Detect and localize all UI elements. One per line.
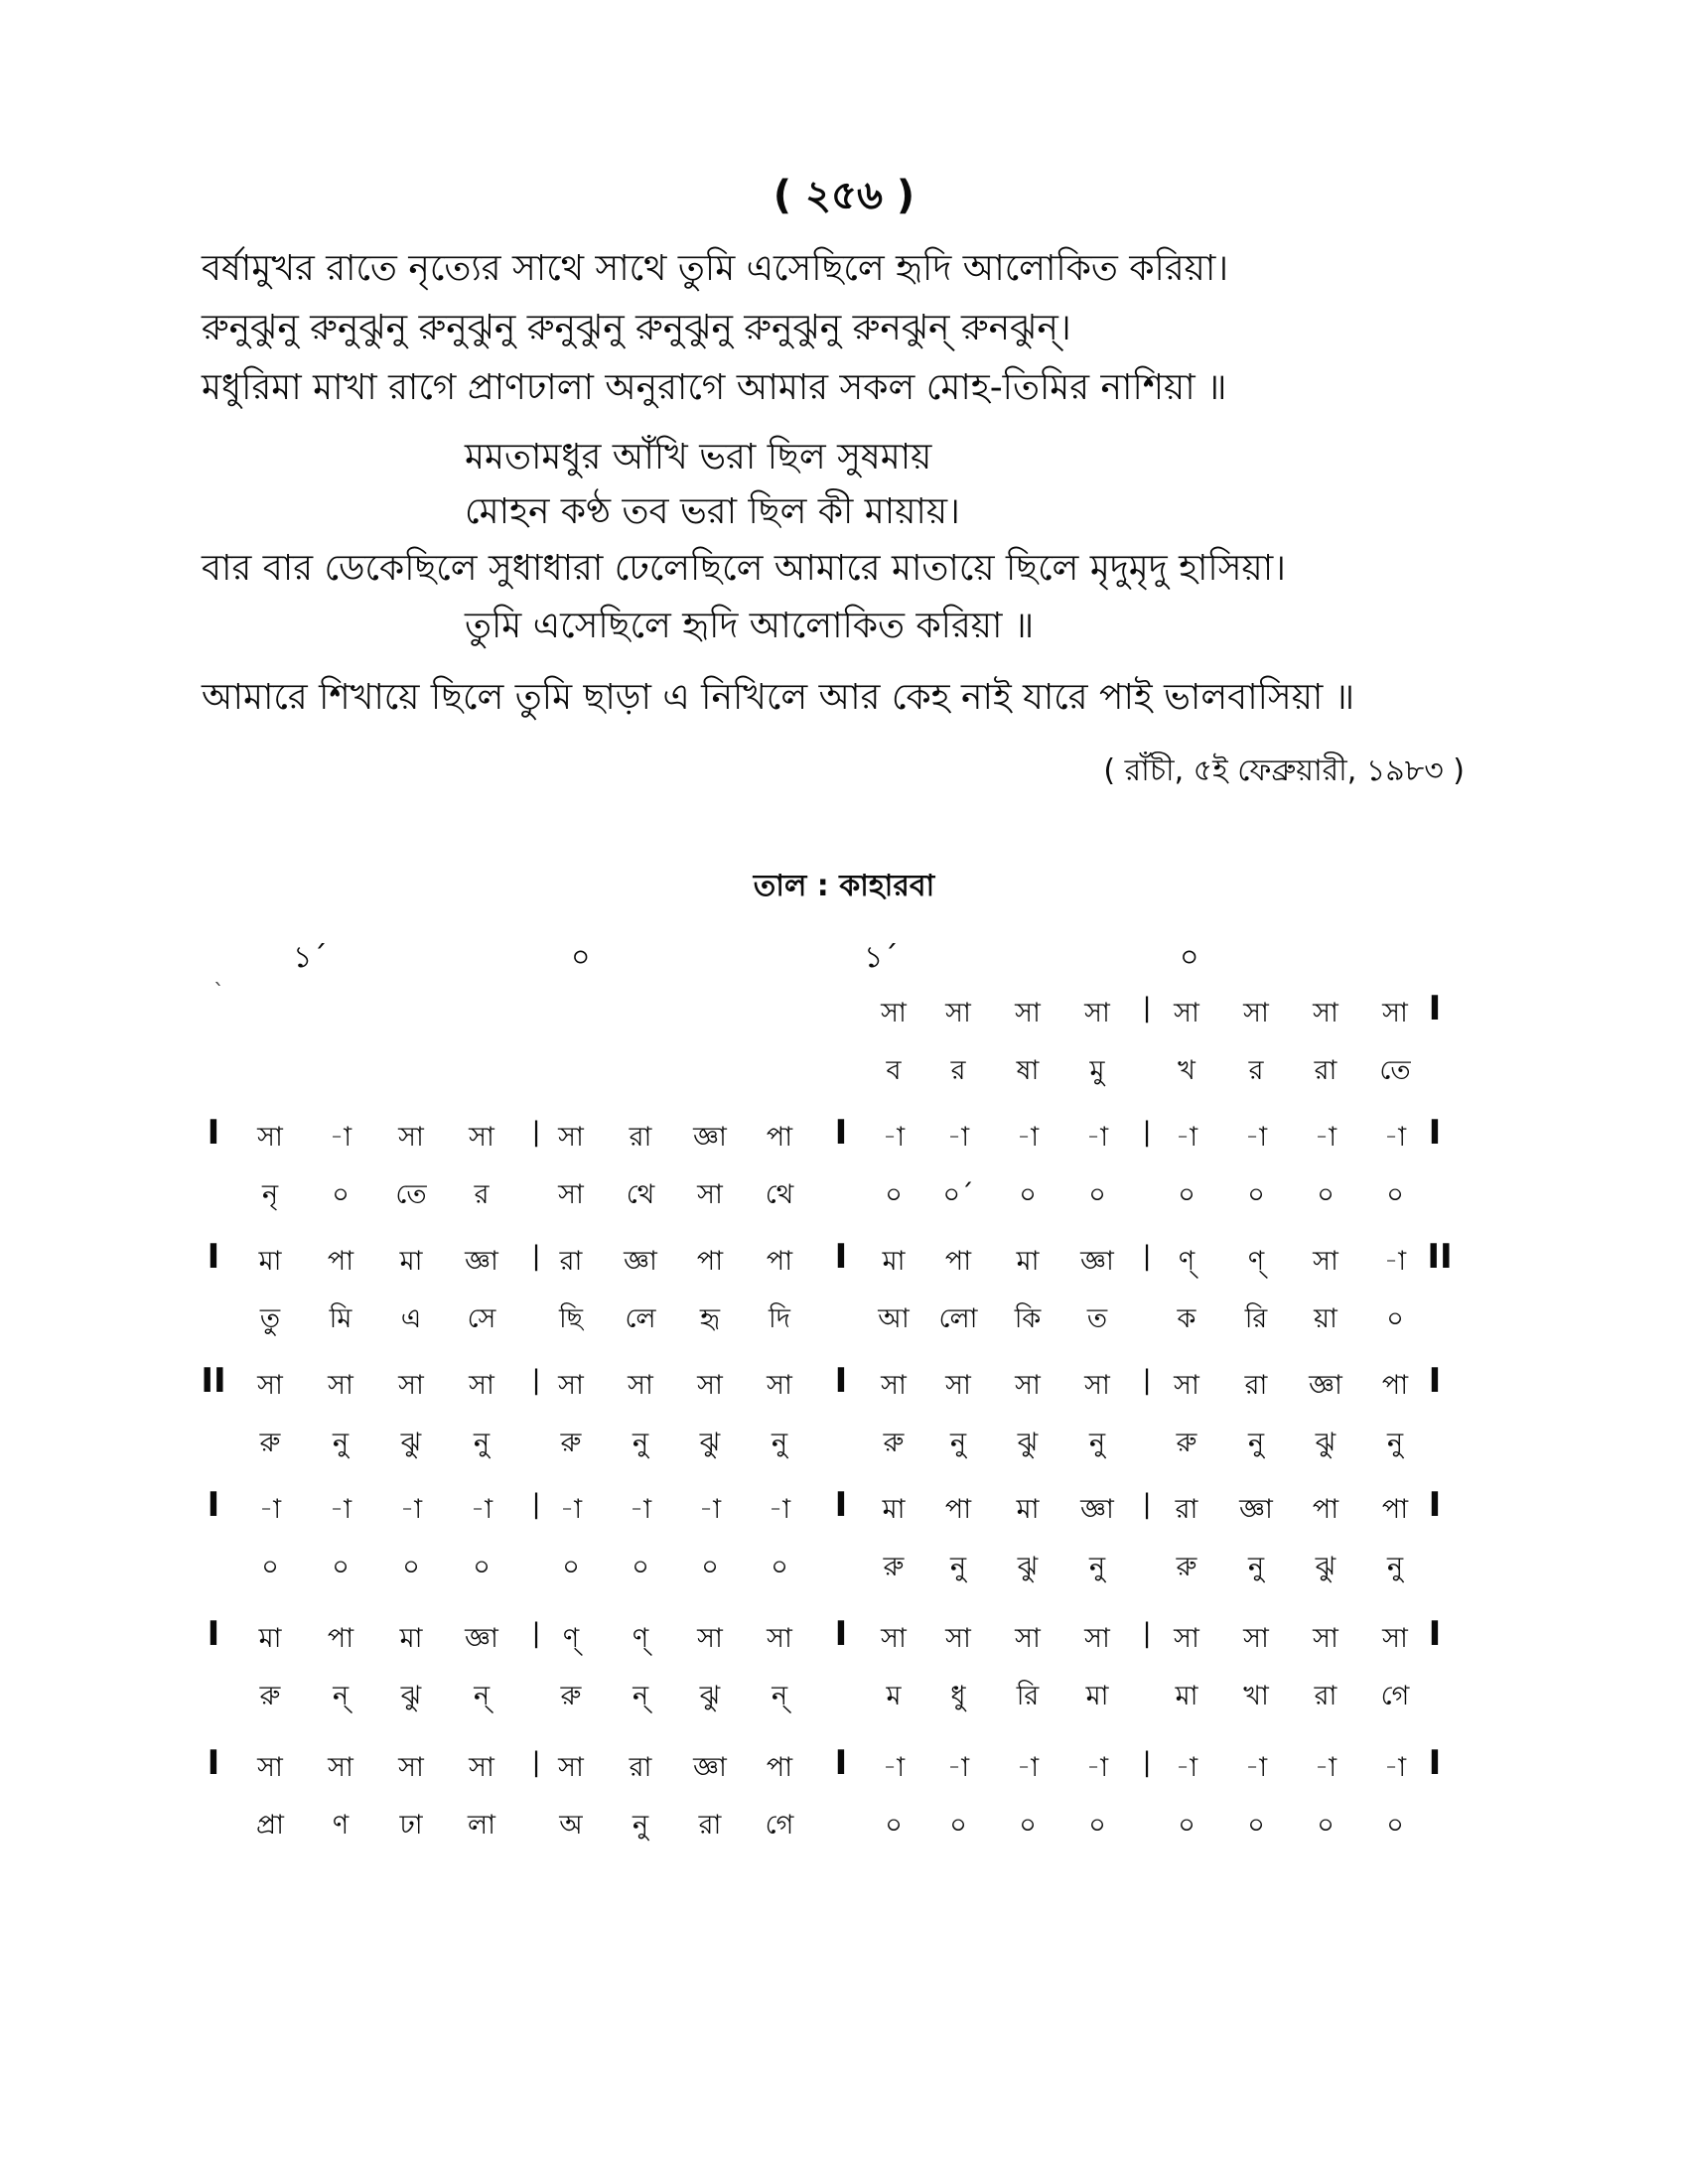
lyric-syllable: ঝু — [1315, 1552, 1336, 1582]
lyric-syllable: ০ — [949, 1810, 967, 1841]
swara-note: -া — [1085, 1752, 1109, 1783]
lyric-syllable: রু — [259, 1428, 281, 1458]
swara-note: সা — [945, 1623, 971, 1654]
beat-divider: | — [1142, 1241, 1152, 1272]
lyric-syllable: নু — [332, 1428, 350, 1458]
bar-line-start: II — [201, 1361, 226, 1401]
swara-note: -া — [1314, 1752, 1337, 1783]
lyric-syllable: নু — [949, 1552, 967, 1582]
lyric-syllable: রা — [1314, 1681, 1337, 1711]
lyric-syllable: ০ — [885, 1810, 903, 1841]
swara-note: সা — [558, 1752, 584, 1783]
bar-line-start: I — [207, 1237, 220, 1277]
lyric-line: বার বার ডেকেছিলে সুধাধারা ঢেলেছিলে আমারে মাতায়ে ছিলে মৃদুমৃদু হাসিয়া। — [202, 548, 1287, 589]
swara-note: জ্ঞা — [1080, 1246, 1114, 1277]
lyric-syllable: গে — [1380, 1681, 1410, 1711]
lyric-syllable: ধু — [950, 1681, 966, 1711]
lyric-syllable: গে — [765, 1810, 794, 1841]
swara-note: -া — [1244, 1752, 1268, 1783]
swara-note: মা — [258, 1623, 282, 1654]
swara-note: পা — [766, 1752, 793, 1783]
lyric-syllable: ০ — [1088, 1810, 1106, 1841]
lyric-syllable: ০ — [632, 1552, 649, 1582]
lyric-syllable: ন্ — [332, 1681, 350, 1711]
lyric-syllable: থে — [765, 1179, 794, 1210]
swara-note: -া — [882, 1752, 906, 1783]
swara-note: জ্ঞা — [1080, 1494, 1114, 1525]
lyric-syllable: ০ — [261, 1552, 279, 1582]
lyric-syllable: দি — [769, 1303, 790, 1334]
tala-heading: তাল : কাহারবা — [753, 869, 935, 903]
lyric-line: আমারে শিখায়ে ছিলে তুমি ছাড়া এ নিখিলে আর কেহ নাই যারে পাই ভালবাসিয়া ॥ — [202, 677, 1355, 718]
swara-note: সা — [1084, 1370, 1110, 1401]
bar-line-mid: I — [834, 1614, 848, 1654]
swara-note: জ্ঞা — [465, 1623, 498, 1654]
swara-note: ণ্ — [1247, 1246, 1265, 1277]
bar-line-mid: I — [834, 1743, 848, 1783]
swara-note: পা — [944, 1246, 972, 1277]
swara-note: সা — [1174, 1623, 1199, 1654]
lyric-syllable: ০ — [1247, 1179, 1265, 1210]
lyric-line: রুনুঝুনু রুনুঝুনু রুনুঝুনু রুনুঝুনু রুনুঝুনু রুনুঝুনু রুনঝুন্ রুনঝুন্। — [202, 308, 1071, 348]
lyric-syllable: রু — [883, 1428, 905, 1458]
swara-note: ণ্ — [562, 1623, 580, 1654]
lyric-syllable: ত — [1086, 1303, 1108, 1334]
lyric-syllable: ঝু — [699, 1681, 721, 1711]
lyric-syllable: ০ — [885, 1179, 903, 1210]
stray-mark: ˋ — [213, 981, 224, 1006]
swara-note: -া — [470, 1494, 493, 1525]
lyric-syllable: সে — [467, 1303, 496, 1334]
swara-note: পা — [327, 1623, 354, 1654]
lyric-syllable: ম — [886, 1681, 902, 1711]
swara-note: -া — [399, 1494, 423, 1525]
swara-note: -া — [1314, 1122, 1337, 1153]
lyric-syllable: খা — [1243, 1681, 1269, 1711]
lyric-syllable: ০ — [1386, 1179, 1404, 1210]
lyric-syllable: হৃ — [699, 1303, 721, 1334]
lyric-syllable: রা — [1314, 1055, 1337, 1086]
lyric-syllable: সা — [697, 1179, 723, 1210]
lyric-syllable: ০ — [562, 1552, 580, 1582]
swara-note: সা — [767, 1370, 792, 1401]
beat-divider: | — [1142, 1618, 1152, 1649]
bar-line-end: I — [1428, 1743, 1442, 1783]
swara-note: -া — [329, 1122, 352, 1153]
lyric-syllable: মু — [1089, 1055, 1105, 1086]
lyric-syllable: তে — [1379, 1055, 1411, 1086]
lyric-syllable: রু — [1176, 1428, 1197, 1458]
swara-note: সা — [1174, 1370, 1199, 1401]
swara-note: -া — [768, 1494, 791, 1525]
lyric-syllable: প্রা — [256, 1810, 284, 1841]
swara-note: সা — [328, 1370, 353, 1401]
lyric-syllable: নু — [1247, 1552, 1265, 1582]
swara-note: -া — [1244, 1122, 1268, 1153]
swara-note: সা — [469, 1370, 494, 1401]
beat-mark: ০ — [571, 940, 591, 975]
bar-line-start: I — [207, 1485, 220, 1525]
swara-note: পা — [1381, 1494, 1409, 1525]
beat-mark: ১´ — [293, 940, 328, 975]
lyric-syllable: রু — [259, 1681, 281, 1711]
swara-note: সা — [1313, 1246, 1338, 1277]
swara-note: সা — [469, 1752, 494, 1783]
lyric-syllable: নু — [632, 1428, 649, 1458]
lyric-syllable: নৃ — [261, 1179, 279, 1210]
beat-divider: | — [1142, 1365, 1152, 1396]
swara-note: সা — [398, 1752, 424, 1783]
swara-note: জ্ঞা — [624, 1246, 657, 1277]
swara-note: সা — [1243, 1623, 1269, 1654]
beat-divider: | — [1142, 1489, 1152, 1520]
lyric-syllable: সা — [558, 1179, 584, 1210]
lyric-syllable: রু — [883, 1552, 905, 1582]
lyric-syllable: ন্ — [771, 1681, 788, 1711]
swara-note: মা — [399, 1246, 423, 1277]
lyric-syllable: নু — [632, 1810, 649, 1841]
lyric-syllable: ষা — [1016, 1055, 1040, 1086]
swara-note: সা — [1084, 998, 1110, 1028]
swara-note: জ্ঞা — [1239, 1494, 1273, 1525]
lyric-syllable: রা — [698, 1810, 722, 1841]
lyric-syllable: ০ — [1019, 1810, 1037, 1841]
lyric-syllable: ণ — [332, 1810, 350, 1841]
swara-note: সা — [697, 1370, 723, 1401]
swara-note: সা — [469, 1122, 494, 1153]
lyric-syllable: র — [474, 1179, 490, 1210]
lyric-syllable: রি — [1016, 1681, 1040, 1711]
lyric-syllable: য়া — [1314, 1303, 1337, 1334]
lyric-syllable: ঝু — [1017, 1552, 1039, 1582]
bar-line-end: I — [1428, 1614, 1442, 1654]
lyric-syllable: মা — [1085, 1681, 1109, 1711]
swara-note: -া — [1383, 1752, 1407, 1783]
beat-divider: | — [531, 1241, 541, 1272]
lyric-syllable: ০ — [1386, 1810, 1404, 1841]
swara-note: -া — [1085, 1122, 1109, 1153]
lyric-syllable: কি — [1014, 1303, 1042, 1334]
lyric-syllable: লে — [625, 1303, 656, 1334]
lyric-syllable: ঢা — [399, 1810, 423, 1841]
swara-note: সা — [1015, 998, 1041, 1028]
swara-note: মা — [258, 1246, 282, 1277]
swara-note: সা — [257, 1122, 283, 1153]
lyric-syllable: খ — [1178, 1055, 1196, 1086]
lyric-syllable: নু — [1088, 1552, 1106, 1582]
swara-note: পা — [1312, 1494, 1339, 1525]
lyric-syllable: ০ — [402, 1552, 420, 1582]
lyric-syllable: এ — [400, 1303, 422, 1334]
beat-divider: | — [531, 1365, 541, 1396]
lyric-syllable: ০ — [1019, 1179, 1037, 1210]
swara-note: সা — [257, 1752, 283, 1783]
swara-note: সা — [628, 1370, 653, 1401]
swara-note: -া — [1175, 1122, 1198, 1153]
lyric-syllable: নু — [771, 1428, 788, 1458]
swara-note: মা — [882, 1246, 906, 1277]
swara-note: -া — [946, 1752, 970, 1783]
beat-mark: ০ — [1180, 940, 1199, 975]
lyric-syllable: ০ — [701, 1552, 719, 1582]
swara-note: -া — [946, 1122, 970, 1153]
lyric-syllable: লা — [468, 1810, 495, 1841]
swara-note: জ্ঞা — [1309, 1370, 1342, 1401]
lyric-syllable: ০ — [1386, 1303, 1404, 1334]
swara-note: সা — [1243, 998, 1269, 1028]
lyric-syllable: ০´ — [942, 1179, 974, 1210]
beat-mark: ১´ — [864, 940, 899, 975]
bar-line-mid: I — [834, 1485, 848, 1525]
lyric-syllable: ঝু — [699, 1428, 721, 1458]
swara-note: সা — [398, 1122, 424, 1153]
swara-note: পা — [1381, 1370, 1409, 1401]
lyric-syllable: ঝু — [400, 1681, 422, 1711]
lyric-line: মমতামধুর আঁখি ভরা ছিল সুষমায় — [465, 437, 932, 478]
swara-note: সা — [767, 1623, 792, 1654]
swara-note: -া — [1175, 1752, 1198, 1783]
lyric-syllable: মি — [329, 1303, 352, 1334]
lyric-syllable: আ — [878, 1303, 910, 1334]
bar-line-start: I — [207, 1614, 220, 1654]
lyric-syllable: ০ — [473, 1552, 491, 1582]
lyric-syllable: ০ — [332, 1552, 350, 1582]
lyric-syllable: তু — [259, 1303, 281, 1334]
swara-note: সা — [558, 1370, 584, 1401]
swara-note: পা — [944, 1494, 972, 1525]
lyric-syllable: র — [1248, 1055, 1264, 1086]
swara-note: সা — [328, 1752, 353, 1783]
lyric-syllable: রু — [560, 1428, 582, 1458]
swara-note: রা — [1175, 1494, 1198, 1525]
swara-note: ণ্ — [1178, 1246, 1196, 1277]
swara-note: সা — [1313, 998, 1338, 1028]
lyric-syllable: ছি — [558, 1303, 584, 1334]
lyric-syllable: থে — [626, 1179, 655, 1210]
bar-line-mid: I — [834, 1237, 848, 1277]
beat-divider: | — [531, 1618, 541, 1649]
swara-note: সা — [1174, 998, 1199, 1028]
swara-note: সা — [881, 1623, 907, 1654]
swara-note: পা — [766, 1246, 793, 1277]
lyric-syllable: ঝু — [1017, 1428, 1039, 1458]
lyric-line: মধুরিমা মাখা রাগে প্রাণঢালা অনুরাগে আমার সকল মোহ-তিমির নাশিয়া ॥ — [202, 367, 1227, 408]
lyric-syllable: নু — [473, 1428, 491, 1458]
swara-note: রা — [629, 1752, 652, 1783]
swara-note: সা — [1382, 998, 1408, 1028]
lyric-syllable: ব — [886, 1055, 902, 1086]
lyric-syllable: ০ — [1178, 1179, 1196, 1210]
lyric-line: তুমি এসেছিলে হৃদি আলোকিত করিয়া ॥ — [465, 606, 1035, 646]
beat-divider: | — [531, 1747, 541, 1778]
swara-note: সা — [1015, 1370, 1041, 1401]
date-place-line: ( রাঁচী, ৫ই ফেব্রুয়ারী, ১৯৮৩ ) — [1103, 753, 1465, 788]
lyric-syllable: নু — [949, 1428, 967, 1458]
swara-note: -া — [258, 1494, 282, 1525]
swara-note: মা — [882, 1494, 906, 1525]
swara-note: সা — [257, 1370, 283, 1401]
lyric-syllable: ন্ — [473, 1681, 491, 1711]
swara-note: মা — [1016, 1494, 1040, 1525]
page-number: ( ২৫৬ ) — [773, 173, 915, 218]
swara-note: সা — [398, 1370, 424, 1401]
swara-note: মা — [399, 1623, 423, 1654]
swara-note: -া — [629, 1494, 652, 1525]
swara-note: রা — [1244, 1370, 1268, 1401]
swara-note: ণ্ — [632, 1623, 649, 1654]
swara-note: সা — [1084, 1623, 1110, 1654]
swara-note: সা — [1382, 1623, 1408, 1654]
lyric-syllable: লো — [938, 1303, 978, 1334]
swara-note: পা — [696, 1246, 724, 1277]
lyric-line: মোহন কণ্ঠ তব ভরা ছিল কী মায়ায়। — [465, 491, 960, 532]
lyric-syllable: নু — [1386, 1428, 1404, 1458]
swara-note: সা — [1015, 1623, 1041, 1654]
lyric-syllable: ০ — [332, 1179, 350, 1210]
swara-note: সা — [881, 998, 907, 1028]
beat-divider: | — [1142, 1117, 1152, 1148]
bar-line-end: I — [1428, 989, 1442, 1028]
swara-note: -া — [1016, 1752, 1040, 1783]
lyric-syllable: র — [950, 1055, 966, 1086]
beat-divider: | — [531, 1117, 541, 1148]
swara-note: পা — [327, 1246, 354, 1277]
lyric-syllable: ০ — [1178, 1810, 1196, 1841]
bar-line-end: I — [1428, 1113, 1442, 1153]
swara-note: সা — [945, 1370, 971, 1401]
bar-line-mid: I — [834, 1113, 848, 1153]
swara-note: সা — [1313, 1623, 1338, 1654]
swara-note: -া — [698, 1494, 722, 1525]
bar-line-mid: I — [834, 1361, 848, 1401]
lyric-syllable: ০ — [771, 1552, 788, 1582]
lyric-syllable: রু — [1176, 1552, 1197, 1582]
lyric-syllable: ক — [1177, 1303, 1196, 1334]
lyric-syllable: তে — [395, 1179, 427, 1210]
bar-line-end: I — [1428, 1485, 1442, 1525]
lyric-line: বর্ষামুখর রাতে নৃত্যের সাথে সাথে তুমি এসেছিলে হৃদি আলোকিত করিয়া। — [202, 248, 1229, 289]
swara-note: জ্ঞা — [693, 1752, 727, 1783]
lyric-syllable: ০ — [1088, 1179, 1106, 1210]
swara-note: সা — [558, 1122, 584, 1153]
lyric-syllable: ০ — [1317, 1179, 1335, 1210]
lyric-syllable: অ — [559, 1810, 583, 1841]
swara-note: -া — [329, 1494, 352, 1525]
swara-note: সা — [945, 998, 971, 1028]
beat-divider: | — [1142, 993, 1152, 1024]
swara-note: মা — [1016, 1246, 1040, 1277]
lyric-syllable: নু — [1247, 1428, 1265, 1458]
swara-note: -া — [1383, 1122, 1407, 1153]
lyric-syllable: রি — [1244, 1303, 1268, 1334]
swara-note: জ্ঞা — [465, 1246, 498, 1277]
swara-note: -া — [882, 1122, 906, 1153]
swara-note: রা — [629, 1122, 652, 1153]
swara-note: পা — [766, 1122, 793, 1153]
beat-divider: | — [531, 1489, 541, 1520]
lyric-syllable: রু — [560, 1681, 582, 1711]
swara-note: -া — [1016, 1122, 1040, 1153]
bar-line-end: II — [1427, 1237, 1453, 1277]
bar-line-end: I — [1428, 1361, 1442, 1401]
swara-note: সা — [881, 1370, 907, 1401]
bar-line-start: I — [207, 1743, 220, 1783]
swara-note: জ্ঞা — [693, 1122, 727, 1153]
beat-divider: | — [1142, 1747, 1152, 1778]
bar-line-start: I — [207, 1113, 220, 1153]
lyric-syllable: ন্ — [632, 1681, 649, 1711]
lyric-syllable: নু — [1088, 1428, 1106, 1458]
swara-note: -া — [1383, 1246, 1407, 1277]
lyric-syllable: ঝু — [1315, 1428, 1336, 1458]
lyric-syllable: নু — [1386, 1552, 1404, 1582]
swara-note: রা — [559, 1246, 583, 1277]
lyric-syllable: ঝু — [400, 1428, 422, 1458]
lyric-syllable: ০ — [1317, 1810, 1335, 1841]
swara-note: সা — [697, 1623, 723, 1654]
swara-note: -া — [559, 1494, 583, 1525]
lyric-syllable: মা — [1175, 1681, 1198, 1711]
lyric-syllable: ০ — [1247, 1810, 1265, 1841]
